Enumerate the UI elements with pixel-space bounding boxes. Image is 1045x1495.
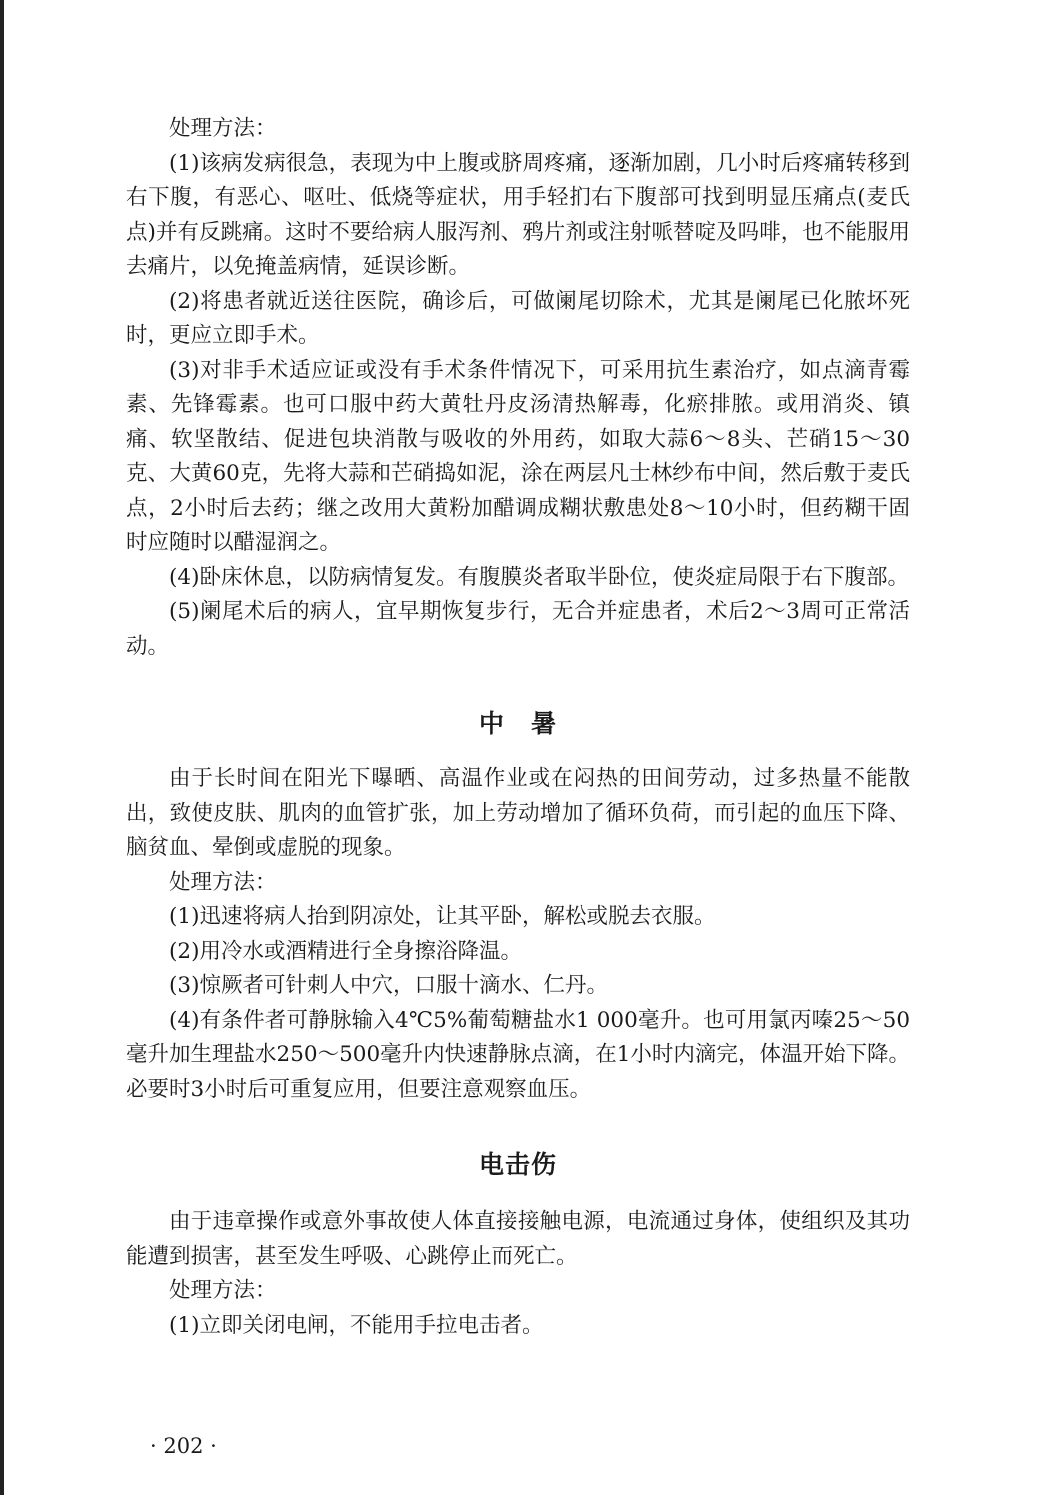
appendicitis-item-3: (3)对非手术适应证或没有手术条件情况下，可采用抗生素治疗，如点滴青霉素、先锋霉素。也可口服中药大黄牡丹皮汤清热解毒，化瘀排脓。或用消炎、镇痛、软坚散结、促进包块消散与吸收的外用药，如取大蒜6～8头、芒硝15～30克、大黄60克，先将大蒜和芒硝捣如泥，涂在两层凡士林纱布中间，然后敷于麦氏点，2小时后去药；继之改用大黄粉加醋调成糊状敷患处8～10小时，但药糊干固时应随时以醋湿润之。 [126, 357, 910, 555]
electric-shock-title: 电击伤 [478, 1150, 557, 1179]
heatstroke-title-first-char: 中 [478, 709, 505, 738]
heatstroke-item-3: (3)惊厥者可针刺人中穴，口服十滴水、仁丹。 [169, 973, 608, 998]
heatstroke-item-2: (2)用冷水或酒精进行全身擦浴降温。 [169, 938, 522, 964]
appendicitis-item-2: (2)将患者就近送往医院，确诊后，可做阑尾切除术，尤其是阑尾已化脓坏死时，更应立即手术。 [126, 288, 910, 348]
electric-shock-item-1: (1)立即关闭电闸，不能用手拉电击者。 [169, 1312, 544, 1338]
appendicitis-item-4: (4)卧床休息，以防病情复发。有腹膜炎者取半卧位，使炎症局限于右下腹部。 [169, 564, 909, 590]
heatstroke-item-4: (4)有条件者可静脉输入4℃5%葡萄糖盐水1 000毫升。也可用氯丙嗪25～50毫升加生理盐水250～500毫升内快速静脉点滴，在1小时内滴完，体温开始下降。必要时3小时后可重复应用，但要注意观察血压。 [126, 1007, 910, 1102]
page-edge-shadow [0, 0, 4, 1495]
electric-shock-intro: 由于违章操作或意外事故使人体直接接触电源，电流通过身体，使组织及其功能遭到损害，甚至发生呼吸、心跳停止而死亡。 [126, 1209, 910, 1269]
page-number: · 202 · [150, 1434, 217, 1458]
appendicitis-item-5: (5)阑尾术后的病人，宜早期恢复步行，无合并症患者，术后2～3周可正常活动。 [126, 599, 910, 659]
heatstroke-method-label: 处理方法： [169, 869, 277, 895]
heatstroke-title-second-char: 暑 [531, 709, 558, 738]
appendicitis-method-label: 处理方法： [169, 116, 277, 141]
appendicitis-item-1: (1)该病发病很急，表现为中上腹或脐周疼痛，逐渐加剧，几小时后疼痛转移到右下腹，有恶心、呕吐、低烧等症状，用手轻扪右下腹部可找到明显压痛点(麦氏点)并有反跳痛。这时不要给病人服泻剂、鸦片剂或注射哌替啶及吗啡，也不能服用去痛片，以免掩盖病情，延误诊断。 [126, 150, 910, 279]
page-content [126, 112, 910, 1343]
heatstroke-title [126, 704, 910, 740]
heatstroke-item-1: (1)迅速将病人抬到阴凉处，让其平卧，解松或脱去衣服。 [169, 904, 716, 929]
heatstroke-intro: 由于长时间在阳光下曝晒、高温作业或在闷热的田间劳动，过多热量不能散出，致使皮肤、肌肉的血管扩张，加上劳动增加了循环负荷，而引起的血压下降、脑贫血、晕倒或虚脱的现象。 [126, 766, 910, 860]
electric-shock-method-label: 处理方法： [169, 1278, 277, 1303]
